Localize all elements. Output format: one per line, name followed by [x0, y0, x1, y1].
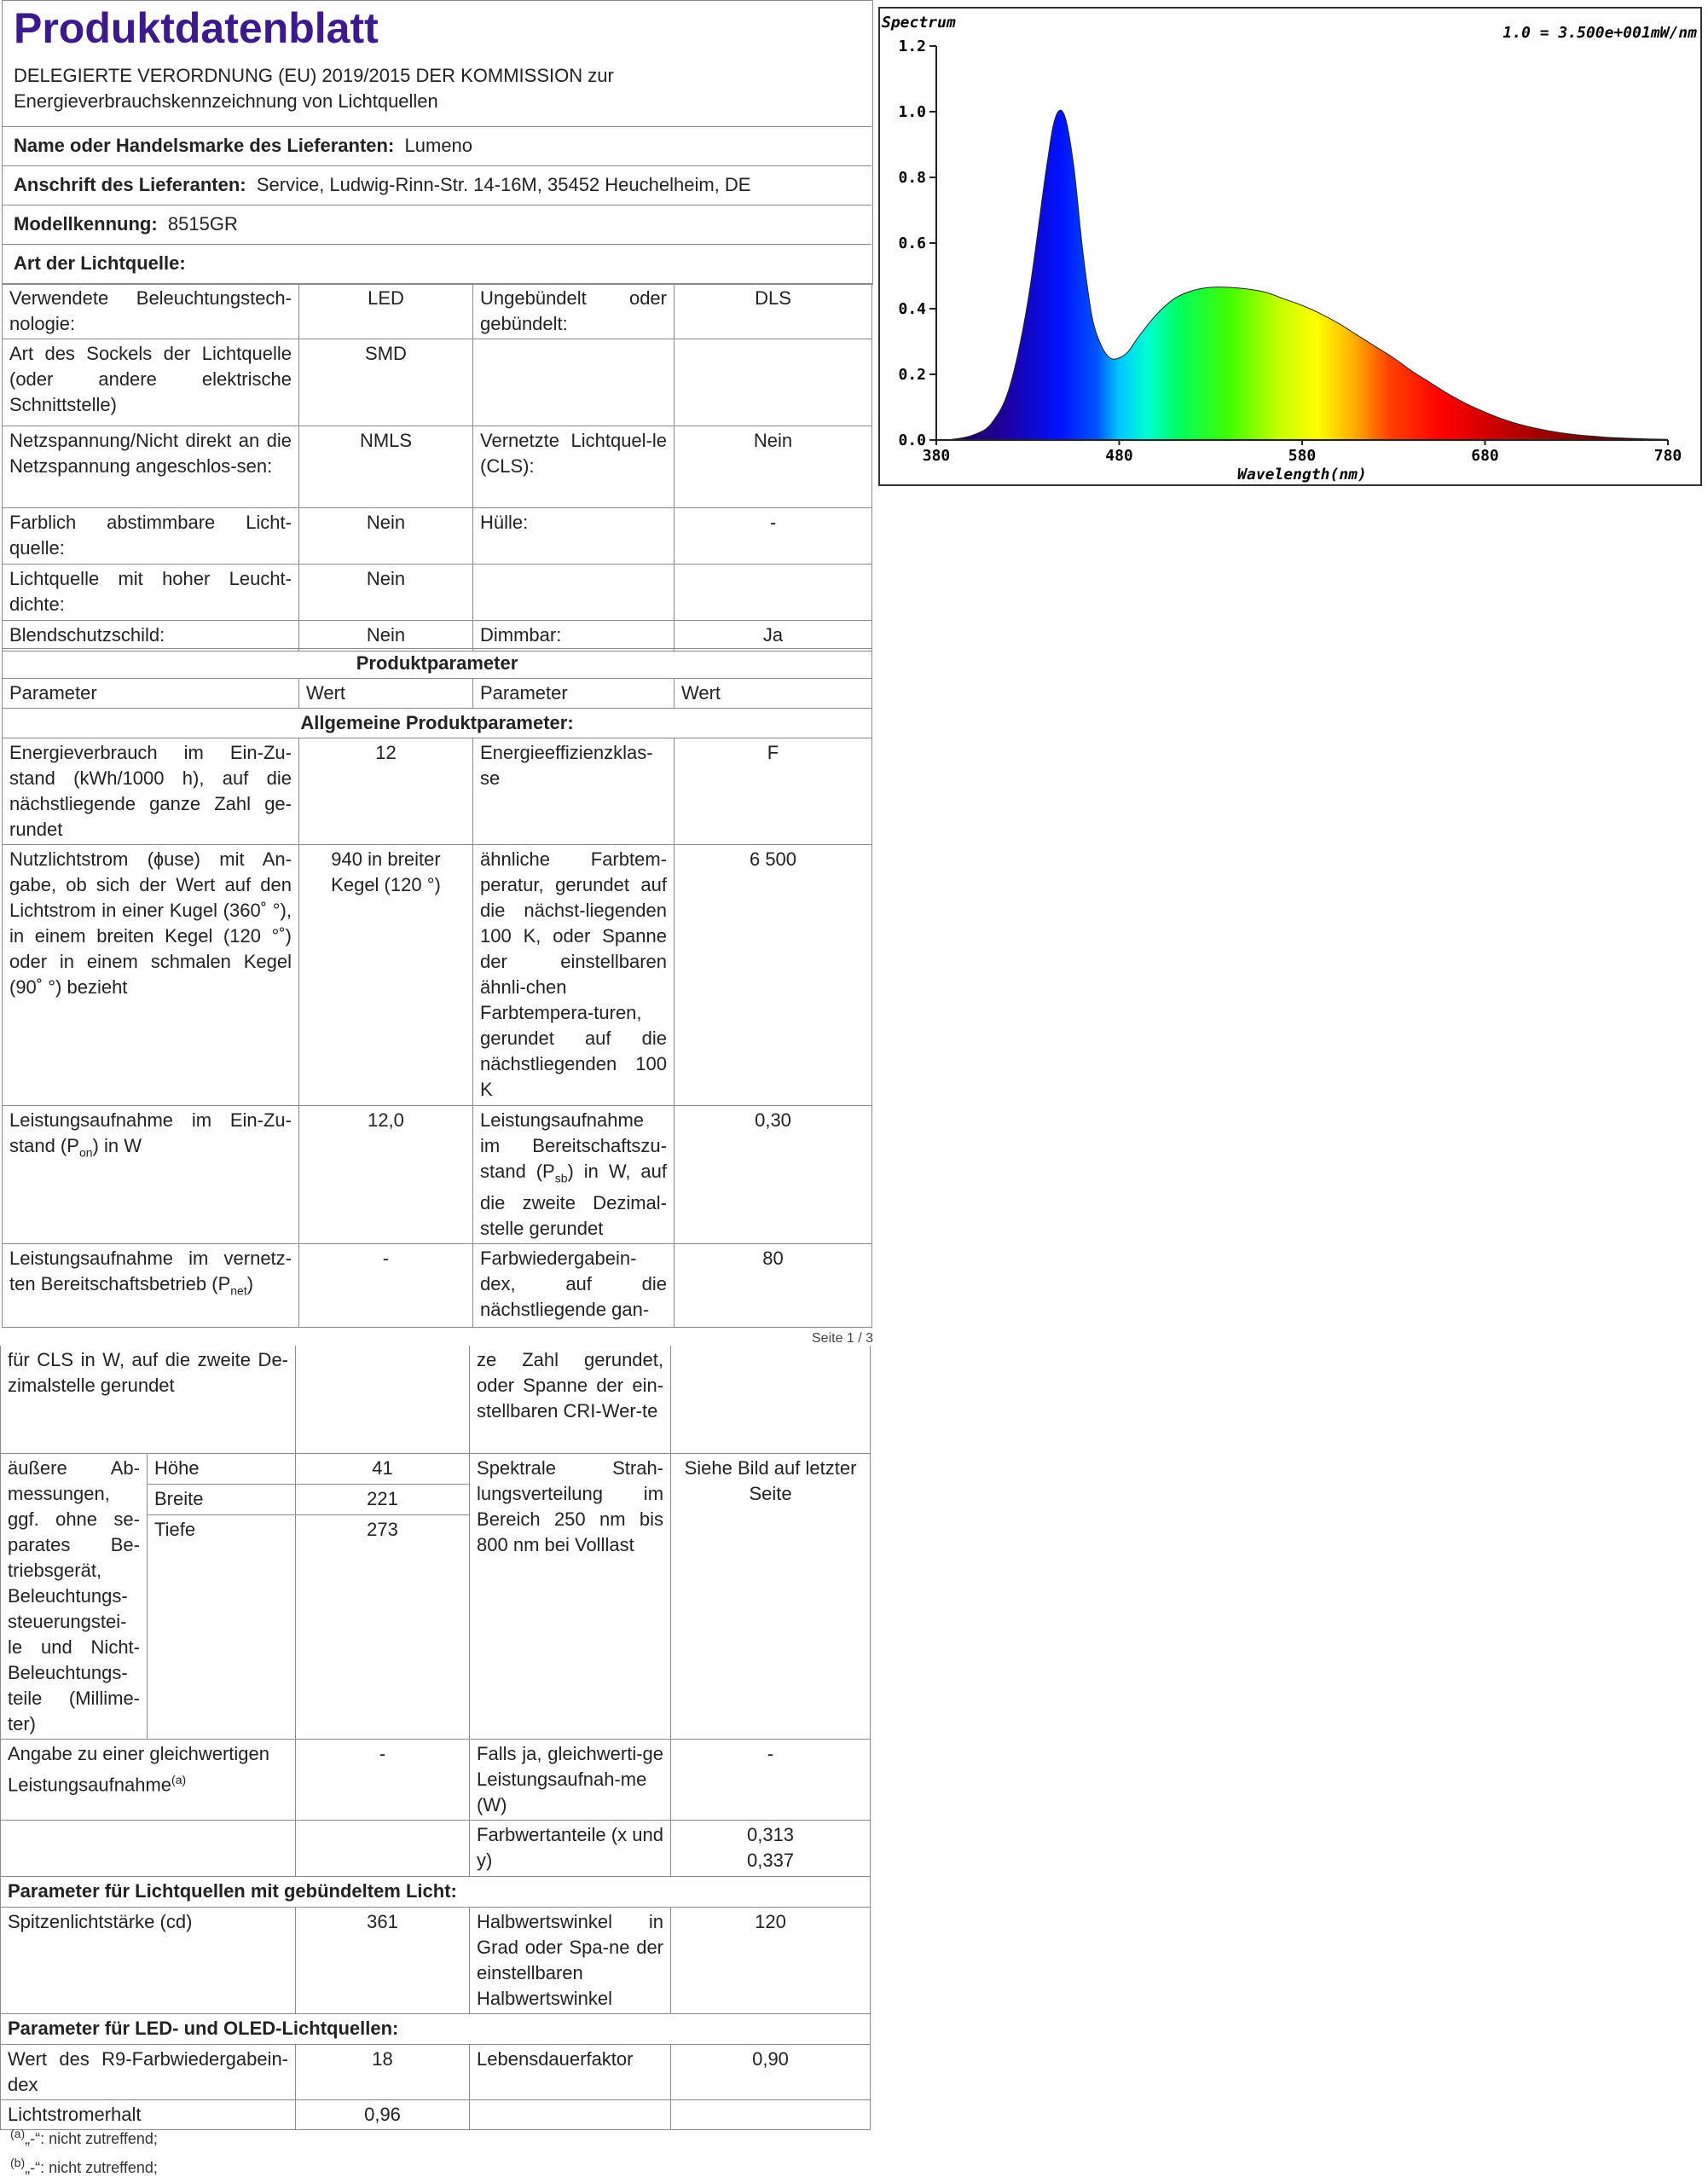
value-cell: [671, 1346, 871, 1453]
value-cell: [296, 1346, 470, 1453]
param-cell: Spitzenlichtstärke (cd): [1, 1907, 296, 2013]
y-tick-label: 1.0: [898, 103, 926, 121]
value-cell: 940 in breiter Kegel (120 °): [299, 845, 473, 1106]
model-value: 8515GR: [167, 213, 238, 235]
supplier-label: Name oder Handelsmarke des Lieferanten:: [14, 135, 395, 156]
spectral-label: Spektrale Strah-lungsverteilung im Bereich 250 nm bis 800 nm bei Volllast: [470, 1453, 671, 1739]
param-text: Angabe zu einer gleichwertigen Leistungsaufnahme: [8, 1742, 269, 1795]
param-text: Leistungsaufnahme im Ein-Zu-stand (P: [9, 1109, 292, 1156]
table-row: [1, 1907, 871, 2013]
param-cell: [470, 2099, 671, 2129]
footnote-b: [10, 2156, 158, 2177]
spectrum-chart: [878, 7, 1702, 486]
y-tick-label: 0.6: [898, 235, 926, 252]
value-cell: 18: [296, 2044, 470, 2099]
param-cell: Farbwiedergabein-dex, auf die nächstliegende gan-: [473, 1244, 675, 1328]
table-row: [3, 649, 872, 679]
param-cell: [3, 1106, 299, 1244]
address-row: [2, 165, 871, 203]
light-type-table: [2, 283, 872, 651]
chart-title: Spectrum: [882, 14, 956, 32]
dimension-value: 41: [296, 1453, 470, 1484]
dimensions-label: äußere Ab-messungen, ggf. ohne se-parates Be-triebsgerät, Beleuchtungs-steuerungstei-le und Nicht-Beleuchtungs-teile (Millime-ter): [1, 1453, 148, 1739]
supplier-value: Lumeno: [404, 135, 473, 156]
type-label: Art der Lichtquelle:: [14, 252, 186, 274]
param-subscript: net: [230, 1283, 247, 1298]
value-cell: 120: [671, 1907, 871, 2013]
value-cell: 0,90: [671, 2044, 871, 2099]
footnote-a: [10, 2127, 158, 2148]
footnote-text: „-“: nicht zutreffend;: [25, 2130, 158, 2147]
param-cell: ähnliche Farbtem-peratur, gerundet auf die nächst-liegenden 100 K, oder Spanne der einstellbaren ähnli-chen Farbtempera-turen, gerundet auf die nächstliegenden 100 K: [473, 845, 675, 1106]
column-header: Parameter: [473, 679, 675, 709]
param-text: ) in W: [92, 1135, 142, 1156]
value-cell: -: [671, 1739, 871, 1820]
param-cell: [1, 1739, 296, 1820]
param-text: Leistungsaufnahme im Bereitschaftszu-stand (P: [480, 1109, 667, 1182]
param-cell: Ungebündelt oder gebündelt:: [473, 284, 675, 339]
param-cell: für CLS in W, auf die zweite De-zimalstelle gerundet: [1, 1346, 296, 1453]
value-cell: F: [675, 738, 872, 845]
value-cell: NMLS: [299, 426, 473, 508]
page-title: Produktdatenblatt: [14, 4, 379, 52]
spectrum-area: [936, 110, 1668, 440]
dimension-value: 273: [296, 1514, 470, 1739]
model-label: Modellkennung:: [14, 213, 158, 235]
param-subscript: on: [78, 1145, 93, 1160]
value-cell: SMD: [299, 339, 473, 426]
value-cell: [675, 565, 872, 621]
param-cell: [473, 1106, 675, 1244]
page2-table: [0, 1346, 871, 2130]
x-tick-label: 480: [1105, 447, 1133, 465]
param-cell: Energieeffizienzklas-se: [473, 738, 675, 845]
table-row: [1, 1820, 871, 1876]
section-heading: Parameter für Lichtquellen mit gebündeltem Licht:: [1, 1876, 871, 1907]
table-row: [1, 2013, 871, 2044]
param-cell: Lichtquelle mit hoher Leucht-dichte:: [3, 565, 299, 621]
table-row: [3, 1106, 872, 1244]
value-cell: Ja: [675, 621, 872, 651]
supplier-row: [2, 126, 871, 164]
column-header: Wert: [675, 679, 872, 709]
x-tick-label: 380: [922, 447, 951, 465]
x-tick-label: 780: [1653, 447, 1682, 465]
param-subscript: sb: [554, 1171, 568, 1185]
param-cell: Nutzlichtstrom (ɸuse) mit An-gabe, ob sich der Wert auf den Lichtstrom in einer Kugel (360˚ °), in einem breiten Kegel (120 °˚) oder in einem schmalen Kegel (90˚ °) bezieht: [3, 845, 299, 1106]
model-row: [2, 205, 871, 242]
value-cell: -: [299, 1244, 473, 1328]
chroma-y: 0,337: [746, 1849, 795, 1871]
section-heading: Allgemeine Produktparameter:: [3, 709, 872, 738]
value-cell: Nein: [299, 565, 473, 621]
footnote-ref: (a): [171, 1772, 187, 1786]
x-tick-label: 680: [1471, 447, 1499, 465]
param-cell: Farblich abstimmbare Licht-quelle:: [3, 508, 299, 565]
param-cell: [3, 1244, 299, 1328]
value-cell: 12,0: [299, 1106, 473, 1244]
y-tick-label: 1.2: [898, 38, 926, 55]
param-cell: Dimmbar:: [473, 621, 675, 651]
param-cell: [1, 1820, 296, 1876]
table-row: [3, 565, 872, 621]
param-cell: ze Zahl gerundet, oder Spanne der ein-stellbaren CRI-Wer-te: [470, 1346, 671, 1453]
page-number: Seite 1 / 3: [812, 1331, 874, 1346]
value-cell: [675, 339, 872, 426]
y-tick-label: 0.2: [898, 366, 926, 384]
param-cell: Halbwertswinkel in Grad oder Spa-ne der einstellbaren Halbwertswinkel: [470, 1907, 671, 2013]
param-cell: Farbwertanteile (x und y): [470, 1820, 671, 1876]
y-tick-label: 0.0: [898, 431, 926, 449]
table-row: [1, 2099, 871, 2129]
page-subtitle: DELEGIERTE VERORDNUNG (EU) 2019/2015 DER KOMMISSION zur Energieverbrauchskennzeichnung von Lichtquellen: [14, 65, 614, 112]
param-text: ) in W, auf die zweite Dezimal-stelle gerundet: [480, 1161, 667, 1240]
param-cell: Netzspannung/Nicht direkt an die Netzspannung angeschlos-sen:: [3, 426, 299, 508]
table-row: [3, 679, 872, 709]
dimension-name: Höhe: [148, 1453, 296, 1484]
x-tick-label: 580: [1288, 447, 1317, 465]
param-cell: Art des Sockels der Lichtquelle (oder andere elektrische Schnittstelle): [3, 339, 299, 426]
param-cell: Blendschutzschild:: [3, 621, 299, 651]
table-row: [1, 1346, 871, 1453]
table-row: [1, 1876, 871, 1907]
x-axis-label: Wavelength(nm): [1237, 466, 1367, 484]
spectrum-chart-svg: [880, 9, 1700, 484]
param-cell: Energieverbrauch im Ein-Zu-stand (kWh/1000 h), auf die nächstliegende ganze Zahl ge-rundet: [3, 738, 299, 845]
type-row: [2, 244, 871, 281]
value-cell: Nein: [299, 508, 473, 565]
value-cell: -: [296, 1739, 470, 1820]
value-cell: LED: [299, 284, 473, 339]
value-cell: Nein: [299, 621, 473, 651]
table-row: [3, 426, 872, 508]
table-row: [1, 1453, 871, 1484]
address-label: Anschrift des Lieferanten:: [14, 174, 246, 195]
column-header: Wert: [299, 679, 473, 709]
value-cell: 361: [296, 1907, 470, 2013]
y-tick-label: 0.8: [898, 169, 926, 187]
param-cell: Lichtstromerhalt: [1, 2099, 296, 2129]
table-row: [3, 284, 872, 339]
value-cell: 0,96: [296, 2099, 470, 2129]
param-cell: Hülle:: [473, 508, 675, 565]
param-cell: Lebensdauerfaktor: [470, 2044, 671, 2099]
param-cell: [473, 565, 675, 621]
value-cell: Nein: [675, 426, 872, 508]
value-cell: 80: [675, 1244, 872, 1328]
table-row: [1, 2044, 871, 2099]
footnote-mark: (a): [10, 2127, 26, 2140]
value-cell: 0,30: [675, 1106, 872, 1244]
param-cell: Wert des R9-Farbwiedergabein-dex: [1, 2044, 296, 2099]
value-cell: DLS: [675, 284, 872, 339]
dimension-value: 221: [296, 1484, 470, 1514]
param-cell: [473, 339, 675, 426]
column-header: Parameter: [3, 679, 299, 709]
product-params-table: [2, 648, 872, 1328]
chart-scale-note: 1.0 = 3.500e+001mW/nm: [1502, 24, 1697, 42]
param-text: Leistungsaufnahme im vernetz-ten Bereitschaftsbetrieb (P: [9, 1248, 292, 1295]
param-cell: Verwendete Beleuchtungstech-nologie:: [3, 284, 299, 339]
param-cell: Vernetzte Lichtquel-le (CLS):: [473, 426, 675, 508]
table-row: [3, 508, 872, 565]
table-row: [3, 1244, 872, 1328]
value-cell: 12: [299, 738, 473, 845]
spectral-value: Siehe Bild auf letzter Seite: [671, 1453, 871, 1739]
table-row: [3, 709, 872, 738]
value-cell: 6 500: [675, 845, 872, 1106]
table-row: [3, 738, 872, 845]
value-cell: -: [675, 508, 872, 565]
dimension-name: Tiefe: [148, 1514, 296, 1739]
table-row: [3, 845, 872, 1106]
value-cell: [671, 1820, 871, 1876]
chroma-x: 0,313: [746, 1823, 795, 1845]
param-text: ): [246, 1273, 254, 1295]
table-row: [3, 339, 872, 426]
value-cell: [671, 2099, 871, 2129]
value-cell: [296, 1820, 470, 1876]
section-heading: Produktparameter: [3, 649, 872, 679]
y-tick-label: 0.4: [898, 300, 926, 318]
footnote-text: „-“: nicht zutreffend;: [25, 2159, 158, 2176]
section-heading: Parameter für LED- und OLED-Lichtquellen:: [1, 2013, 871, 2044]
footnote-mark: (b): [10, 2156, 26, 2169]
param-cell: Falls ja, gleichwerti-ge Leistungsaufnah-me (W): [470, 1739, 671, 1820]
table-row: [1, 1739, 871, 1820]
table-row: [3, 621, 872, 651]
dimension-name: Breite: [148, 1484, 296, 1514]
address-value: Service, Ludwig-Rinn-Str. 14-16M, 35452 Heuchelheim, DE: [256, 174, 751, 195]
